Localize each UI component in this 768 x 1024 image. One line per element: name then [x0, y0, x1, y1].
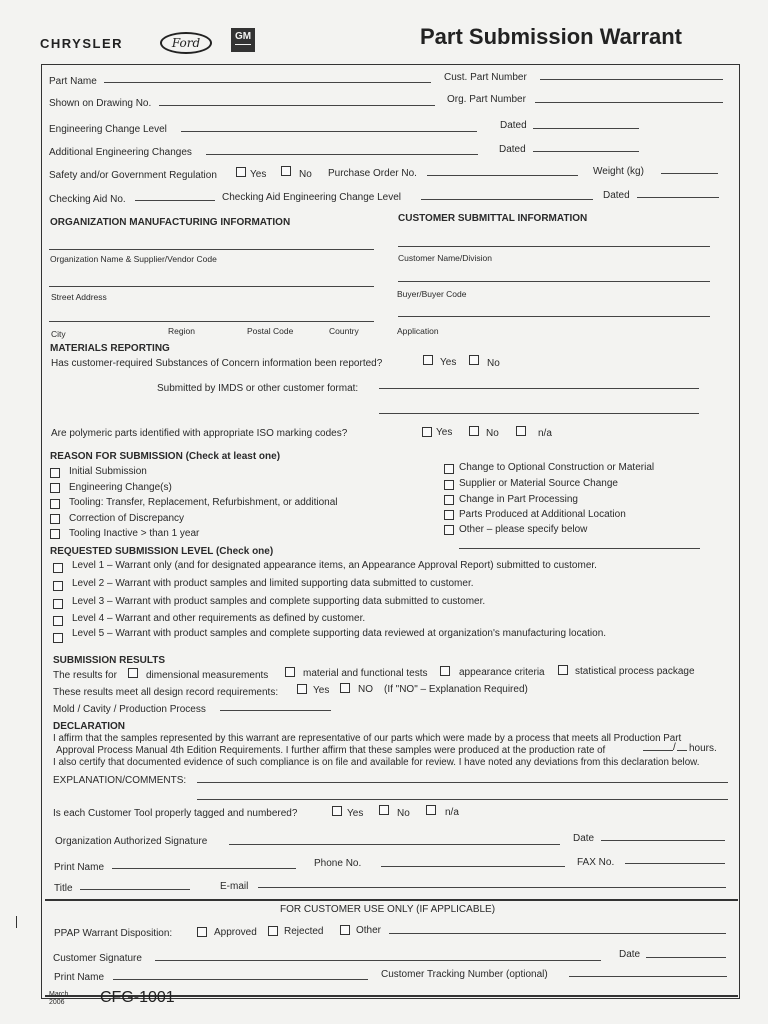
reason-other-checkbox[interactable] [444, 525, 454, 535]
explanation-label: EXPLANATION/COMMENTS: [53, 775, 187, 786]
rejected-label: Rejected [284, 926, 324, 937]
other-checkbox[interactable] [340, 925, 350, 935]
form-title: Part Submission Warrant [420, 24, 683, 49]
explanation-field-2[interactable] [197, 799, 728, 800]
tool-no-label: No [397, 808, 410, 819]
weight-label: Weight (kg) [593, 166, 644, 177]
reason-supplier-change-checkbox[interactable] [444, 480, 454, 490]
customer-print-name-field[interactable] [113, 979, 368, 980]
dated-field-1[interactable] [533, 128, 639, 129]
dated-field-2[interactable] [533, 151, 639, 152]
tool-yes-label: Yes [347, 808, 364, 819]
tool-yes-checkbox[interactable] [332, 806, 342, 816]
statistical-checkbox[interactable] [558, 665, 568, 675]
print-name-field[interactable] [112, 868, 296, 869]
tool-no-checkbox[interactable] [379, 805, 389, 815]
checking-aid-change-field[interactable] [421, 199, 593, 200]
city-region-field[interactable] [49, 321, 374, 322]
phone-field[interactable] [381, 866, 565, 867]
appearance-checkbox[interactable] [440, 666, 450, 676]
reason-additional-location-checkbox[interactable] [444, 510, 454, 520]
safety-yes-label: Yes [250, 169, 267, 180]
substances-no-checkbox[interactable] [469, 355, 479, 365]
hours-field[interactable] [677, 750, 687, 751]
meet-requirements-label: These results meet all design record requirements: [53, 687, 279, 698]
title-field[interactable] [80, 889, 190, 890]
dimensional-label: dimensional measurements [146, 670, 269, 681]
reason-part-processing-checkbox[interactable] [444, 495, 454, 505]
print-name-label: Print Name [54, 862, 105, 873]
appearance-label: appearance criteria [459, 667, 545, 678]
substances-yes-label: Yes [440, 357, 457, 368]
org-name-field[interactable] [49, 249, 374, 250]
email-label: E-mail [220, 881, 249, 892]
polymeric-na-label: n/a [538, 428, 552, 439]
org-signature-label: Organization Authorized Signature [55, 836, 208, 847]
additional-eng-changes-field[interactable] [206, 154, 478, 155]
other-label: Other [356, 925, 382, 936]
safety-regulation-label: Safety and/or Government Regulation [49, 170, 217, 181]
customer-date-label: Date [619, 949, 641, 960]
drawing-number-field[interactable] [159, 105, 435, 106]
approved-label: Approved [214, 927, 257, 938]
part-name-label: Part Name [49, 76, 97, 87]
form-number: CFG-1001 [100, 989, 175, 1006]
production-rate-field[interactable] [643, 750, 673, 751]
application-field[interactable] [398, 316, 710, 317]
polymeric-yes-label: Yes [436, 427, 453, 438]
level-4-checkbox[interactable] [53, 616, 63, 626]
level-5-checkbox[interactable] [53, 633, 63, 643]
purchase-order-label: Purchase Order No. [328, 168, 417, 179]
meet-no-checkbox[interactable] [340, 683, 350, 693]
title-label: Title [54, 883, 73, 894]
safety-no-label: No [299, 169, 312, 180]
phone-label: Phone No. [314, 858, 362, 869]
results-for-label: The results for [53, 670, 117, 681]
customer-signature-field[interactable] [155, 960, 601, 961]
fax-label: FAX No. [577, 857, 615, 868]
level-4-label: Level 4 – Warrant and other requirements as defined by customer. [72, 613, 366, 624]
additional-eng-changes-label: Additional Engineering Changes [49, 147, 192, 158]
imds-field[interactable] [379, 388, 699, 389]
buyer-field[interactable] [398, 281, 710, 282]
disposition-label: PPAP Warrant Disposition: [54, 928, 173, 939]
cust-name-field[interactable] [398, 246, 710, 247]
org-info-heading: ORGANIZATION MANUFACTURING INFORMATION [50, 217, 291, 228]
level-3-label: Level 3 – Warrant with product samples and complete supporting data submitted to customer. [72, 596, 486, 607]
customer-use-heading: FOR CUSTOMER USE ONLY (IF APPLICABLE) [280, 904, 496, 915]
rate-hours-label: hours. [689, 743, 717, 754]
polymeric-yes-checkbox[interactable] [422, 427, 432, 437]
cust-info-heading: CUSTOMER SUBMITTAL INFORMATION [398, 213, 588, 224]
tracking-number-label: Customer Tracking Number (optional) [381, 969, 548, 980]
substances-yes-checkbox[interactable] [423, 355, 433, 365]
tool-na-label: n/a [445, 807, 459, 818]
country-label: Country [329, 326, 359, 336]
eng-change-level-label: Engineering Change Level [49, 124, 167, 135]
dated-label-2: Dated [499, 144, 526, 155]
level-1-checkbox[interactable] [53, 563, 63, 573]
tool-na-checkbox[interactable] [426, 805, 436, 815]
org-signature-field[interactable] [229, 844, 560, 845]
customer-print-name-label: Print Name [54, 972, 105, 983]
reason-tooling-inactive-label: Tooling Inactive > than 1 year [69, 528, 200, 539]
street-address-label: Street Address [51, 292, 107, 302]
street-address-field[interactable] [49, 286, 374, 287]
drawing-number-label: Shown on Drawing No. [49, 98, 152, 109]
meet-yes-checkbox[interactable] [297, 684, 307, 694]
weight-field[interactable] [661, 173, 718, 174]
dated-label-3: Dated [603, 190, 630, 201]
material-tests-checkbox[interactable] [285, 667, 295, 677]
org-name-label: Organization Name & Supplier/Vendor Code [50, 254, 217, 264]
material-tests-label: material and functional tests [303, 668, 428, 679]
meet-explain-label: (If "NO" – Explanation Required) [384, 684, 528, 695]
buyer-label: Buyer/Buyer Code [397, 289, 467, 299]
purchase-order-field[interactable] [427, 175, 578, 176]
checking-aid-change-label: Checking Aid Engineering Change Level [222, 192, 402, 203]
postal-code-label: Postal Code [247, 326, 294, 336]
explanation-field[interactable] [197, 782, 728, 783]
application-label: Application [397, 326, 439, 336]
approved-checkbox[interactable] [197, 927, 207, 937]
polymeric-question: Are polymeric parts identified with appropriate ISO marking codes? [51, 428, 348, 439]
substances-question: Has customer-required Substances of Concern information been reported? [51, 358, 383, 369]
reason-additional-location-label: Parts Produced at Additional Location [459, 509, 626, 520]
polymeric-no-label: No [486, 428, 499, 439]
declaration-line-1: I affirm that the samples represented by this warrant are representative of our parts which were made by a process that meets all Production Part [53, 733, 682, 744]
reason-heading: REASON FOR SUBMISSION (Check at least one) [50, 451, 281, 462]
substances-no-label: No [487, 358, 500, 369]
level-2-checkbox[interactable] [53, 581, 63, 591]
rate-slash: / [673, 742, 676, 753]
dimensional-checkbox[interactable] [128, 668, 138, 678]
reason-supplier-change-label: Supplier or Material Source Change [459, 478, 618, 489]
cust-part-number-label: Cust. Part Number [444, 72, 527, 83]
form-date: March 2006 [49, 991, 69, 1006]
cust-name-label: Customer Name/Division [398, 253, 492, 263]
ford-logo: Ford [160, 32, 212, 54]
reason-correction-label: Correction of Discrepancy [69, 513, 185, 524]
org-part-number-label: Org. Part Number [447, 94, 526, 105]
eng-change-level-field[interactable] [181, 131, 477, 132]
declaration-line-3: I also certify that documented evidence of such compliance is on file and available for review. I have noted any deviations from this declaration below. [53, 757, 700, 768]
reason-optional-construction-label: Change to Optional Construction or Material [459, 462, 655, 473]
sig-date-field[interactable] [601, 840, 725, 841]
reason-optional-construction-checkbox[interactable] [444, 464, 454, 474]
email-field[interactable] [258, 887, 726, 888]
reason-other-field[interactable] [459, 548, 700, 549]
reason-eng-change-checkbox[interactable] [50, 483, 60, 493]
reason-initial-label: Initial Submission [69, 466, 147, 477]
sig-date-label: Date [573, 833, 595, 844]
imds-field-2[interactable] [379, 413, 699, 414]
customer-signature-label: Customer Signature [53, 953, 142, 964]
org-part-number-field[interactable] [535, 102, 723, 103]
level-1-label: Level 1 – Warrant only (and for designated appearance items, an Appearance Approval Report) submitted to customer. [72, 560, 597, 571]
declaration-heading: DECLARATION [53, 721, 126, 732]
rejected-checkbox[interactable] [268, 926, 278, 936]
part-name-field[interactable] [104, 82, 431, 83]
meet-yes-label: Yes [313, 685, 330, 696]
dated-field-3[interactable] [637, 197, 719, 198]
reason-other-label: Other – please specify below [459, 524, 588, 535]
customer-date-field[interactable] [646, 957, 726, 958]
reason-part-processing-label: Change in Part Processing [459, 494, 578, 505]
materials-heading: MATERIALS REPORTING [50, 343, 170, 354]
imds-label: Submitted by IMDS or other customer format: [157, 383, 359, 394]
cust-part-number-field[interactable] [540, 79, 723, 80]
region-label: Region [168, 326, 195, 336]
reason-tooling-inactive-checkbox[interactable] [50, 529, 60, 539]
statistical-label: statistical process package [575, 666, 695, 677]
safety-yes-checkbox[interactable] [236, 167, 246, 177]
checking-aid-label: Checking Aid No. [49, 194, 126, 205]
margin-mark [16, 916, 17, 928]
fax-field[interactable] [625, 863, 725, 864]
level-5-label: Level 5 – Warrant with product samples and complete supporting data reviewed at organization's manufacturing location. [72, 628, 607, 639]
reason-tooling-label: Tooling: Transfer, Replacement, Refurbishment, or additional [69, 497, 338, 508]
reason-initial-checkbox[interactable] [50, 468, 60, 478]
gm-logo-text: GM [235, 30, 251, 45]
gm-logo [231, 28, 255, 52]
dated-label-1: Dated [500, 120, 527, 131]
level-3-checkbox[interactable] [53, 599, 63, 609]
meet-no-label: NO [358, 684, 373, 695]
tool-question: Is each Customer Tool properly tagged and numbered? [53, 808, 298, 819]
polymeric-na-checkbox[interactable] [516, 426, 526, 436]
level-2-label: Level 2 – Warrant with product samples and limited supporting data submitted to customer. [72, 578, 474, 589]
polymeric-no-checkbox[interactable] [469, 426, 479, 436]
other-field[interactable] [389, 933, 726, 934]
mold-field[interactable] [220, 710, 331, 711]
checking-aid-field[interactable] [135, 200, 215, 201]
safety-no-checkbox[interactable] [281, 166, 291, 176]
chrysler-logo: CHRYSLER [40, 36, 124, 51]
tracking-number-field[interactable] [569, 976, 727, 977]
city-label: City [51, 329, 66, 339]
reason-tooling-checkbox[interactable] [50, 499, 60, 509]
reason-eng-change-label: Engineering Change(s) [69, 482, 172, 493]
mold-label: Mold / Cavity / Production Process [53, 704, 206, 715]
reason-correction-checkbox[interactable] [50, 514, 60, 524]
declaration-line-2: Approval Process Manual 4th Edition Requirements. I further affirm that these samples were produced at the production rate of [56, 745, 606, 756]
results-heading: SUBMISSION RESULTS [53, 655, 166, 666]
level-heading: REQUESTED SUBMISSION LEVEL (Check one) [50, 546, 274, 557]
